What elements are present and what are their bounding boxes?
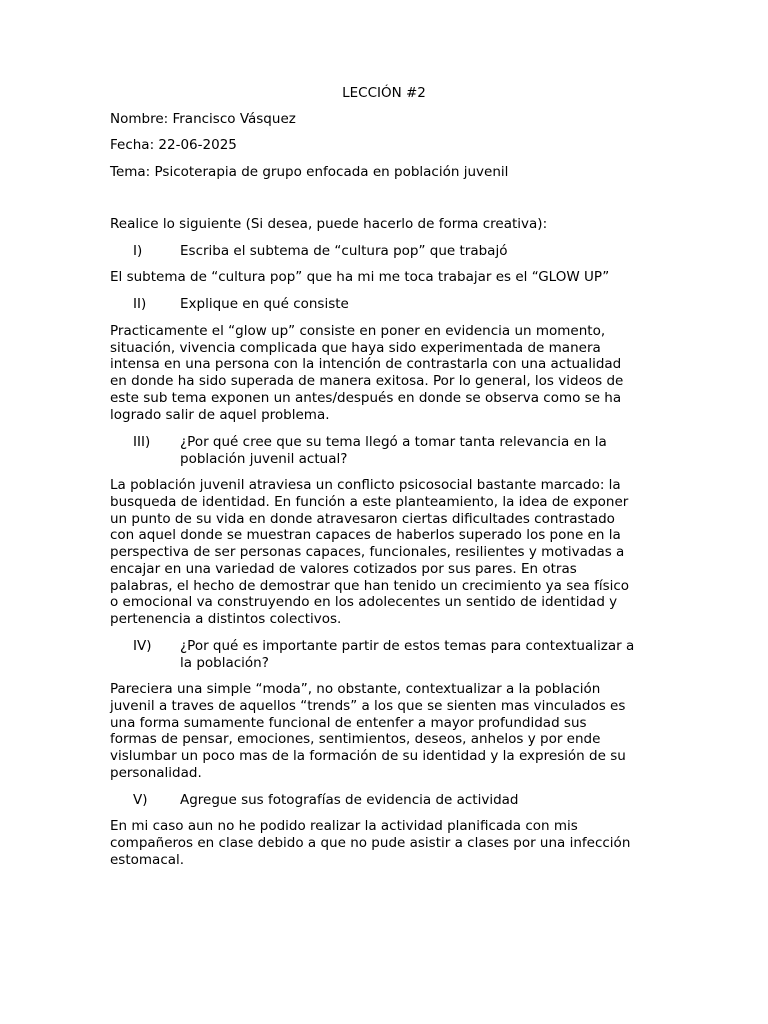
item-answer-line: en donde ha sido superada de manera exitosa. Por lo general, los videos de bbox=[110, 373, 624, 389]
item-answer-line: Pareciera una simple “moda”, no obstante, contextualizar a la población bbox=[110, 681, 601, 697]
document-date: Fecha: 22-06-2025 bbox=[110, 137, 237, 153]
item-answer-line: La población juvenil atraviesa un conflicto psicosocial bastante marcado: la bbox=[110, 477, 621, 493]
item-number: III) bbox=[133, 434, 151, 450]
item-answer-line: o emocional va construyendo en los adolecentes un sentido de identidad y bbox=[110, 594, 618, 610]
item-answer-line: intensa en una persona con la intención de contrastarla con una actualidad bbox=[110, 356, 622, 372]
item-answer-line: vislumbar un poco mas de la formación de su identidad y la expresión de su bbox=[110, 748, 626, 764]
item-number: IV) bbox=[133, 638, 152, 654]
item-answer-line: juvenil a traves de aquellos “trends” a los que se sienten mas vinculados es bbox=[110, 698, 626, 714]
item-answer-line: un punto de su vida en donde atravesaron ciertas dificultades contrastado bbox=[110, 511, 615, 527]
item-answer-line: logrado salir de aquel problema. bbox=[110, 407, 330, 423]
item-question-continued: la población? bbox=[180, 655, 269, 671]
item-answer-line: compañeros en clase debido a que no pude asistir a clases por una infección bbox=[110, 835, 631, 851]
item-answer-line: una forma sumamente funcional de entenfer a mayor profundidad sus bbox=[110, 715, 587, 731]
item-question-continued: población juvenil actual? bbox=[180, 451, 348, 467]
item-answer-line: El subtema de “cultura pop” que ha mi me toca trabajar es el “GLOW UP” bbox=[110, 269, 610, 285]
document-topic: Tema: Psicoterapia de grupo enfocada en población juvenil bbox=[110, 164, 509, 180]
item-answer-line: estomacal. bbox=[110, 852, 185, 868]
item-answer-line: En mi caso aun no he podido realizar la actividad planificada con mis bbox=[110, 818, 578, 834]
student-name: Nombre: Francisco Vásquez bbox=[110, 111, 296, 127]
item-answer-line: Practicamente el “glow up” consiste en poner en evidencia un momento, bbox=[110, 323, 606, 339]
item-answer-line: pertenencia a distintos colectivos. bbox=[110, 611, 342, 627]
item-answer-line: situación, vivencia complicada que haya sido experimentada de manera bbox=[110, 340, 601, 356]
item-question: ¿Por qué cree que su tema llegó a tomar tanta relevancia en la bbox=[180, 434, 607, 450]
item-question: ¿Por qué es importante partir de estos temas para contextualizar a bbox=[180, 638, 635, 654]
item-answer-line: formas de pensar, emociones, sentimientos, deseos, anhelos y por ende bbox=[110, 731, 601, 747]
item-answer-line: encajar en una variedad de valores cotizados por sus pares. En otras bbox=[110, 561, 577, 577]
item-answer-line: con aquel donde se muestran capaces de haberlos superado los pone en la bbox=[110, 527, 621, 543]
item-answer-line: perspectiva de ser personas capaces, funcionales, resilientes y motivadas a bbox=[110, 544, 625, 560]
instructions: Realice lo siguiente (Si desea, puede hacerlo de forma creativa): bbox=[110, 216, 548, 232]
lesson-title: LECCIÓN #2 bbox=[342, 85, 426, 101]
item-question: Agregue sus fotografías de evidencia de actividad bbox=[180, 792, 519, 808]
item-question: Escriba el subtema de “cultura pop” que trabajó bbox=[180, 243, 508, 259]
item-number: II) bbox=[133, 296, 147, 312]
item-answer-line: palabras, el hecho de demostrar que han tenido un crecimiento ya sea físico bbox=[110, 578, 630, 594]
item-number: V) bbox=[133, 792, 148, 808]
item-answer-line: este sub tema exponen un antes/después en donde se observa como se ha bbox=[110, 390, 622, 406]
item-answer-line: busqueda de identidad. En función a este planteamiento, la idea de exponer bbox=[110, 494, 629, 510]
item-number: I) bbox=[133, 243, 143, 259]
item-answer-line: personalidad. bbox=[110, 765, 202, 781]
item-question: Explique en qué consiste bbox=[180, 296, 349, 312]
